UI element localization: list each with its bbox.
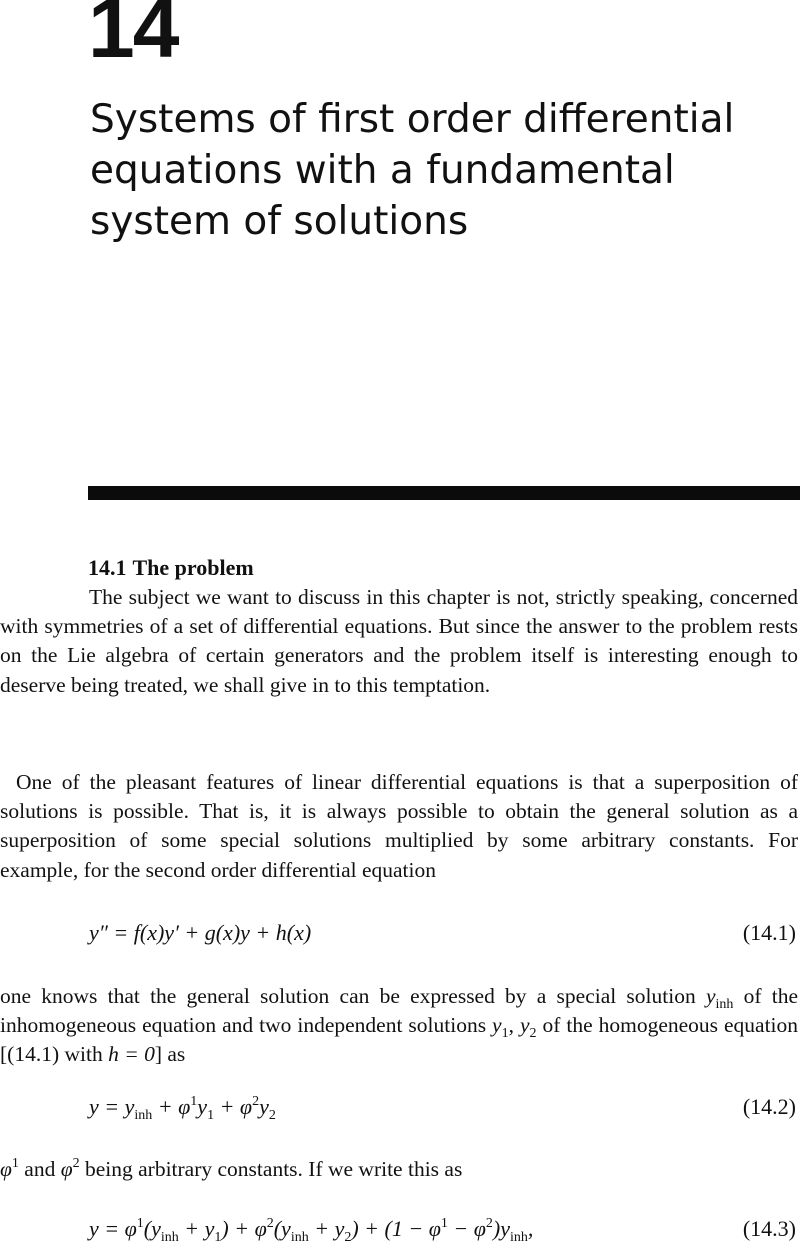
math-y2: y xyxy=(519,1013,530,1038)
math-superscript: 1 xyxy=(11,1156,19,1171)
math-run: )y xyxy=(492,1216,510,1241)
text-run: one knows that the general solution can be expressed by a special solution xyxy=(0,984,706,1008)
equation-14-2 xyxy=(0,1092,796,1122)
math-subscript: 2 xyxy=(268,1108,276,1123)
math-run: + y xyxy=(178,1216,215,1241)
equation-14-2-expression xyxy=(89,1092,276,1122)
math-run: y = y xyxy=(89,1094,135,1119)
math-y1: y xyxy=(492,1013,502,1038)
math-subscript: inh xyxy=(290,1230,309,1245)
text-run: ] as xyxy=(154,1042,186,1067)
math-superscript: 2 xyxy=(72,1156,80,1171)
math-run: y xyxy=(259,1094,269,1119)
math-run: + y xyxy=(308,1216,345,1241)
math-run: + φ xyxy=(214,1094,253,1119)
math-subscript: 2 xyxy=(529,1026,537,1042)
math-superscript: 1 xyxy=(440,1216,448,1231)
math-h-zero: h = 0 xyxy=(108,1042,155,1067)
equation-14-3 xyxy=(0,1214,796,1244)
equation-14-1-expression: y″ = f(x)y′ + g(x)y + h(x) xyxy=(89,920,312,945)
math-phi2: φ xyxy=(60,1157,73,1181)
equation-14-3-label: (14.3) xyxy=(742,1216,796,1241)
equation-14-1 xyxy=(0,918,796,948)
math-superscript: 2 xyxy=(266,1216,274,1231)
paragraph-superposition: One of the pleasant features of linear differential equations is that a superposition of solutions is possible. That is, it is always possible to obtain the general solution as a superposition of some special solutions multiplied by some arbitrary constants. For example, for the second order differential equation xyxy=(0,770,798,882)
text-run: being arbitrary constants. If we write this as xyxy=(79,1157,463,1181)
math-subscript: inh xyxy=(715,997,734,1012)
math-subscript: 1 xyxy=(214,1230,222,1245)
equation-14-1-label: (14.1) xyxy=(742,920,796,945)
math-superscript: 2 xyxy=(485,1216,493,1231)
math-run: , xyxy=(527,1216,534,1241)
math-superscript: 1 xyxy=(190,1094,198,1109)
math-superscript: 2 xyxy=(252,1094,260,1109)
math-subscript: inh xyxy=(134,1108,153,1123)
equation-14-2-label: (14.2) xyxy=(742,1094,796,1119)
text-run: , xyxy=(508,1013,520,1038)
math-subscript: inh xyxy=(160,1230,179,1245)
chapter-divider-rule xyxy=(88,486,800,500)
math-run: ) + (1 − φ xyxy=(351,1216,441,1241)
chapter-number: 14 xyxy=(88,0,178,75)
math-run: y = φ xyxy=(89,1216,137,1241)
math-run: − φ xyxy=(447,1216,486,1241)
math-run: + φ xyxy=(152,1094,191,1119)
math-run: (y xyxy=(273,1216,291,1241)
math-run: y xyxy=(197,1094,208,1119)
paragraph-arbitrary-constants xyxy=(0,1155,798,1184)
math-subscript: inh xyxy=(509,1230,528,1245)
text-run: and xyxy=(18,1157,61,1181)
paragraph-intro: The subject we want to discuss in this chapter is not, strictly speaking, concerned with symmetries of a set of differential equations. But since the answer to the problem rests on the Lie algebra of certain generators and the problem itself is interesting enough to deserve being treated, we shall give in to this temptation. xyxy=(0,585,798,697)
text-run: of the homogeneous equation [(14.1) with xyxy=(0,1013,799,1067)
section-title: The problem xyxy=(132,555,254,580)
equation-14-3-expression xyxy=(89,1214,533,1244)
text-run: of the inhomogeneous equation and two independent solutions xyxy=(0,984,798,1038)
chapter-title: Systems of first order differential equations with a fundamental system of solutions xyxy=(90,97,735,244)
math-subscript: 1 xyxy=(501,1026,509,1042)
math-run: ) + φ xyxy=(221,1216,267,1241)
paragraph-general-solution xyxy=(0,982,798,1070)
math-y-inh: y xyxy=(705,984,716,1008)
section-number: 14.1 xyxy=(88,555,127,580)
section-heading xyxy=(88,554,254,582)
math-superscript: 1 xyxy=(136,1216,144,1231)
math-subscript: 1 xyxy=(207,1108,215,1123)
math-subscript: 2 xyxy=(344,1230,352,1245)
math-run: (y xyxy=(143,1216,161,1241)
math-phi1: φ xyxy=(0,1157,12,1181)
